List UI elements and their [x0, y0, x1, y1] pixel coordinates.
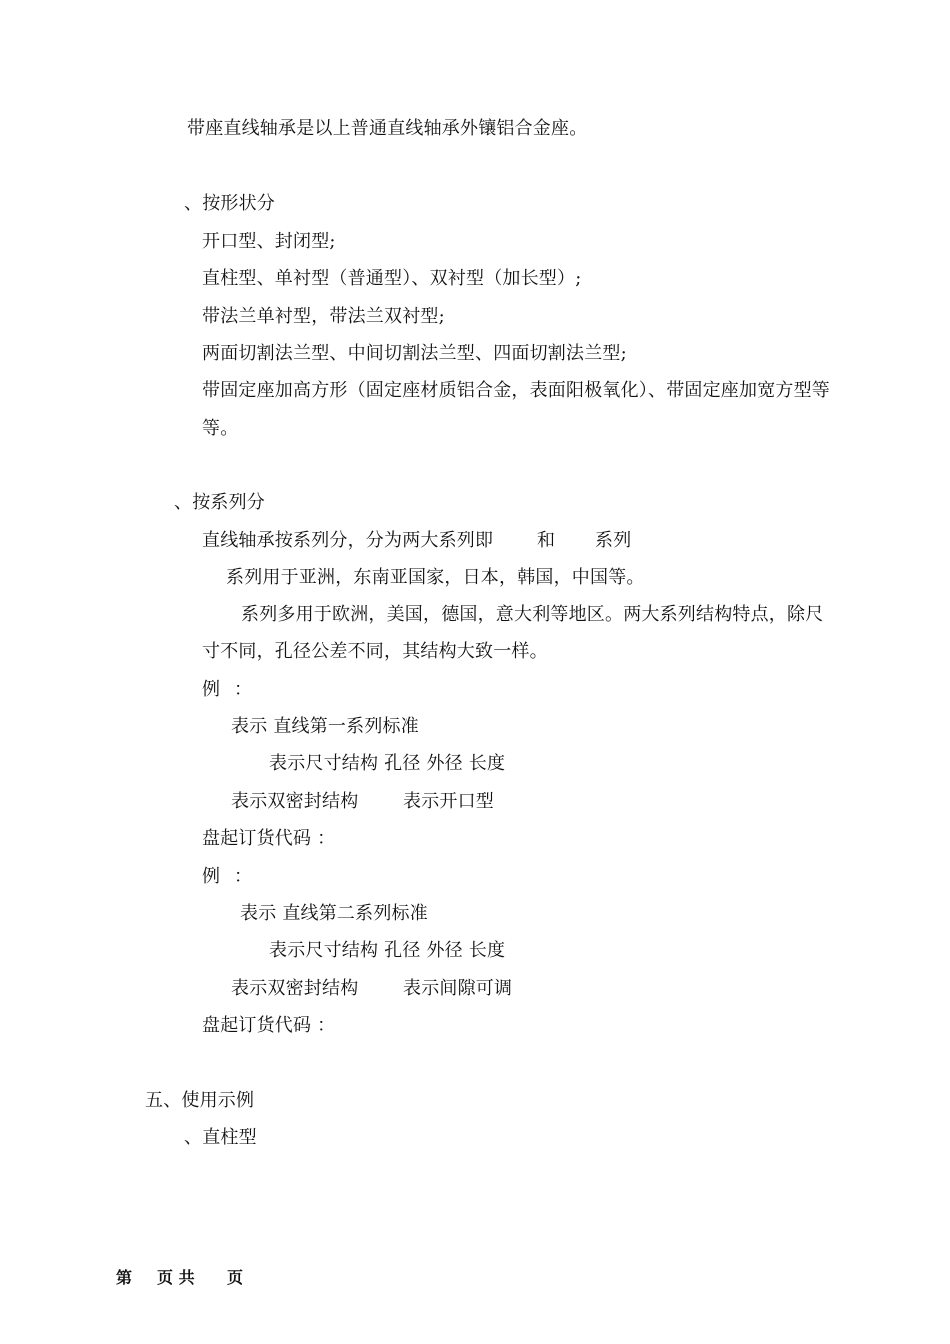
- example-colon: ：: [234, 866, 253, 887]
- total-pages-label: 页: [227, 1268, 244, 1287]
- shape-item: 开口型、封闭型;: [202, 231, 336, 252]
- order-code-label: 盘起订货代码 ：: [202, 1015, 336, 1036]
- shape-heading: 、按形状分: [184, 193, 275, 214]
- page-number-label: 第: [116, 1268, 133, 1287]
- intro-text: 带座直线轴承是以上普通直线轴承外镶铝合金座。: [187, 118, 588, 139]
- example-line: 表示双密封结构: [231, 978, 359, 999]
- page-of-label: 页 共: [157, 1268, 195, 1287]
- section-heading: 五、使用示例: [145, 1090, 255, 1111]
- order-code-label: 盘起订货代码 ：: [202, 828, 336, 849]
- example-line: 表示尺寸结构 孔径 外径 长度: [269, 753, 506, 774]
- example-line: 表示尺寸结构 孔径 外径 长度: [269, 940, 506, 961]
- example-label: 例: [202, 679, 221, 700]
- subsection-heading: 、直柱型: [184, 1127, 257, 1148]
- shape-item: 等。: [202, 418, 239, 439]
- example-label: 例: [202, 866, 221, 887]
- example-line: 表示间隙可调: [403, 978, 513, 999]
- series-text-and: 和: [537, 530, 556, 551]
- series-text-series: 系列: [595, 530, 632, 551]
- example-line: 表示开口型: [403, 791, 494, 812]
- example-colon: ：: [234, 679, 253, 700]
- shape-item: 带法兰单衬型，带法兰双衬型;: [202, 306, 445, 327]
- series-text: 系列多用于欧洲，美国，德国，意大利等地区。两大系列结构特点，除尺: [241, 604, 824, 625]
- example-line: 表示 直线第二系列标准: [240, 903, 428, 924]
- shape-item: 直柱型、单衬型（普通型）、双衬型（加长型）;: [202, 268, 582, 289]
- shape-item: 两面切割法兰型、中间切割法兰型、四面切割法兰型;: [202, 343, 627, 364]
- example-line: 表示 直线第一系列标准: [231, 716, 419, 737]
- series-text: 直线轴承按系列分，分为两大系列即: [202, 530, 494, 551]
- series-text: 寸不同，孔径公差不同，其结构大致一样。: [202, 641, 548, 662]
- shape-item: 带固定座加高方形（固定座材质铝合金，表面阳极氧化）、带固定座加宽方型等: [202, 380, 830, 401]
- series-heading: 、按系列分: [174, 492, 265, 513]
- series-text: 系列用于亚洲，东南亚国家，日本，韩国，中国等。: [226, 567, 645, 588]
- example-line: 表示双密封结构: [231, 791, 359, 812]
